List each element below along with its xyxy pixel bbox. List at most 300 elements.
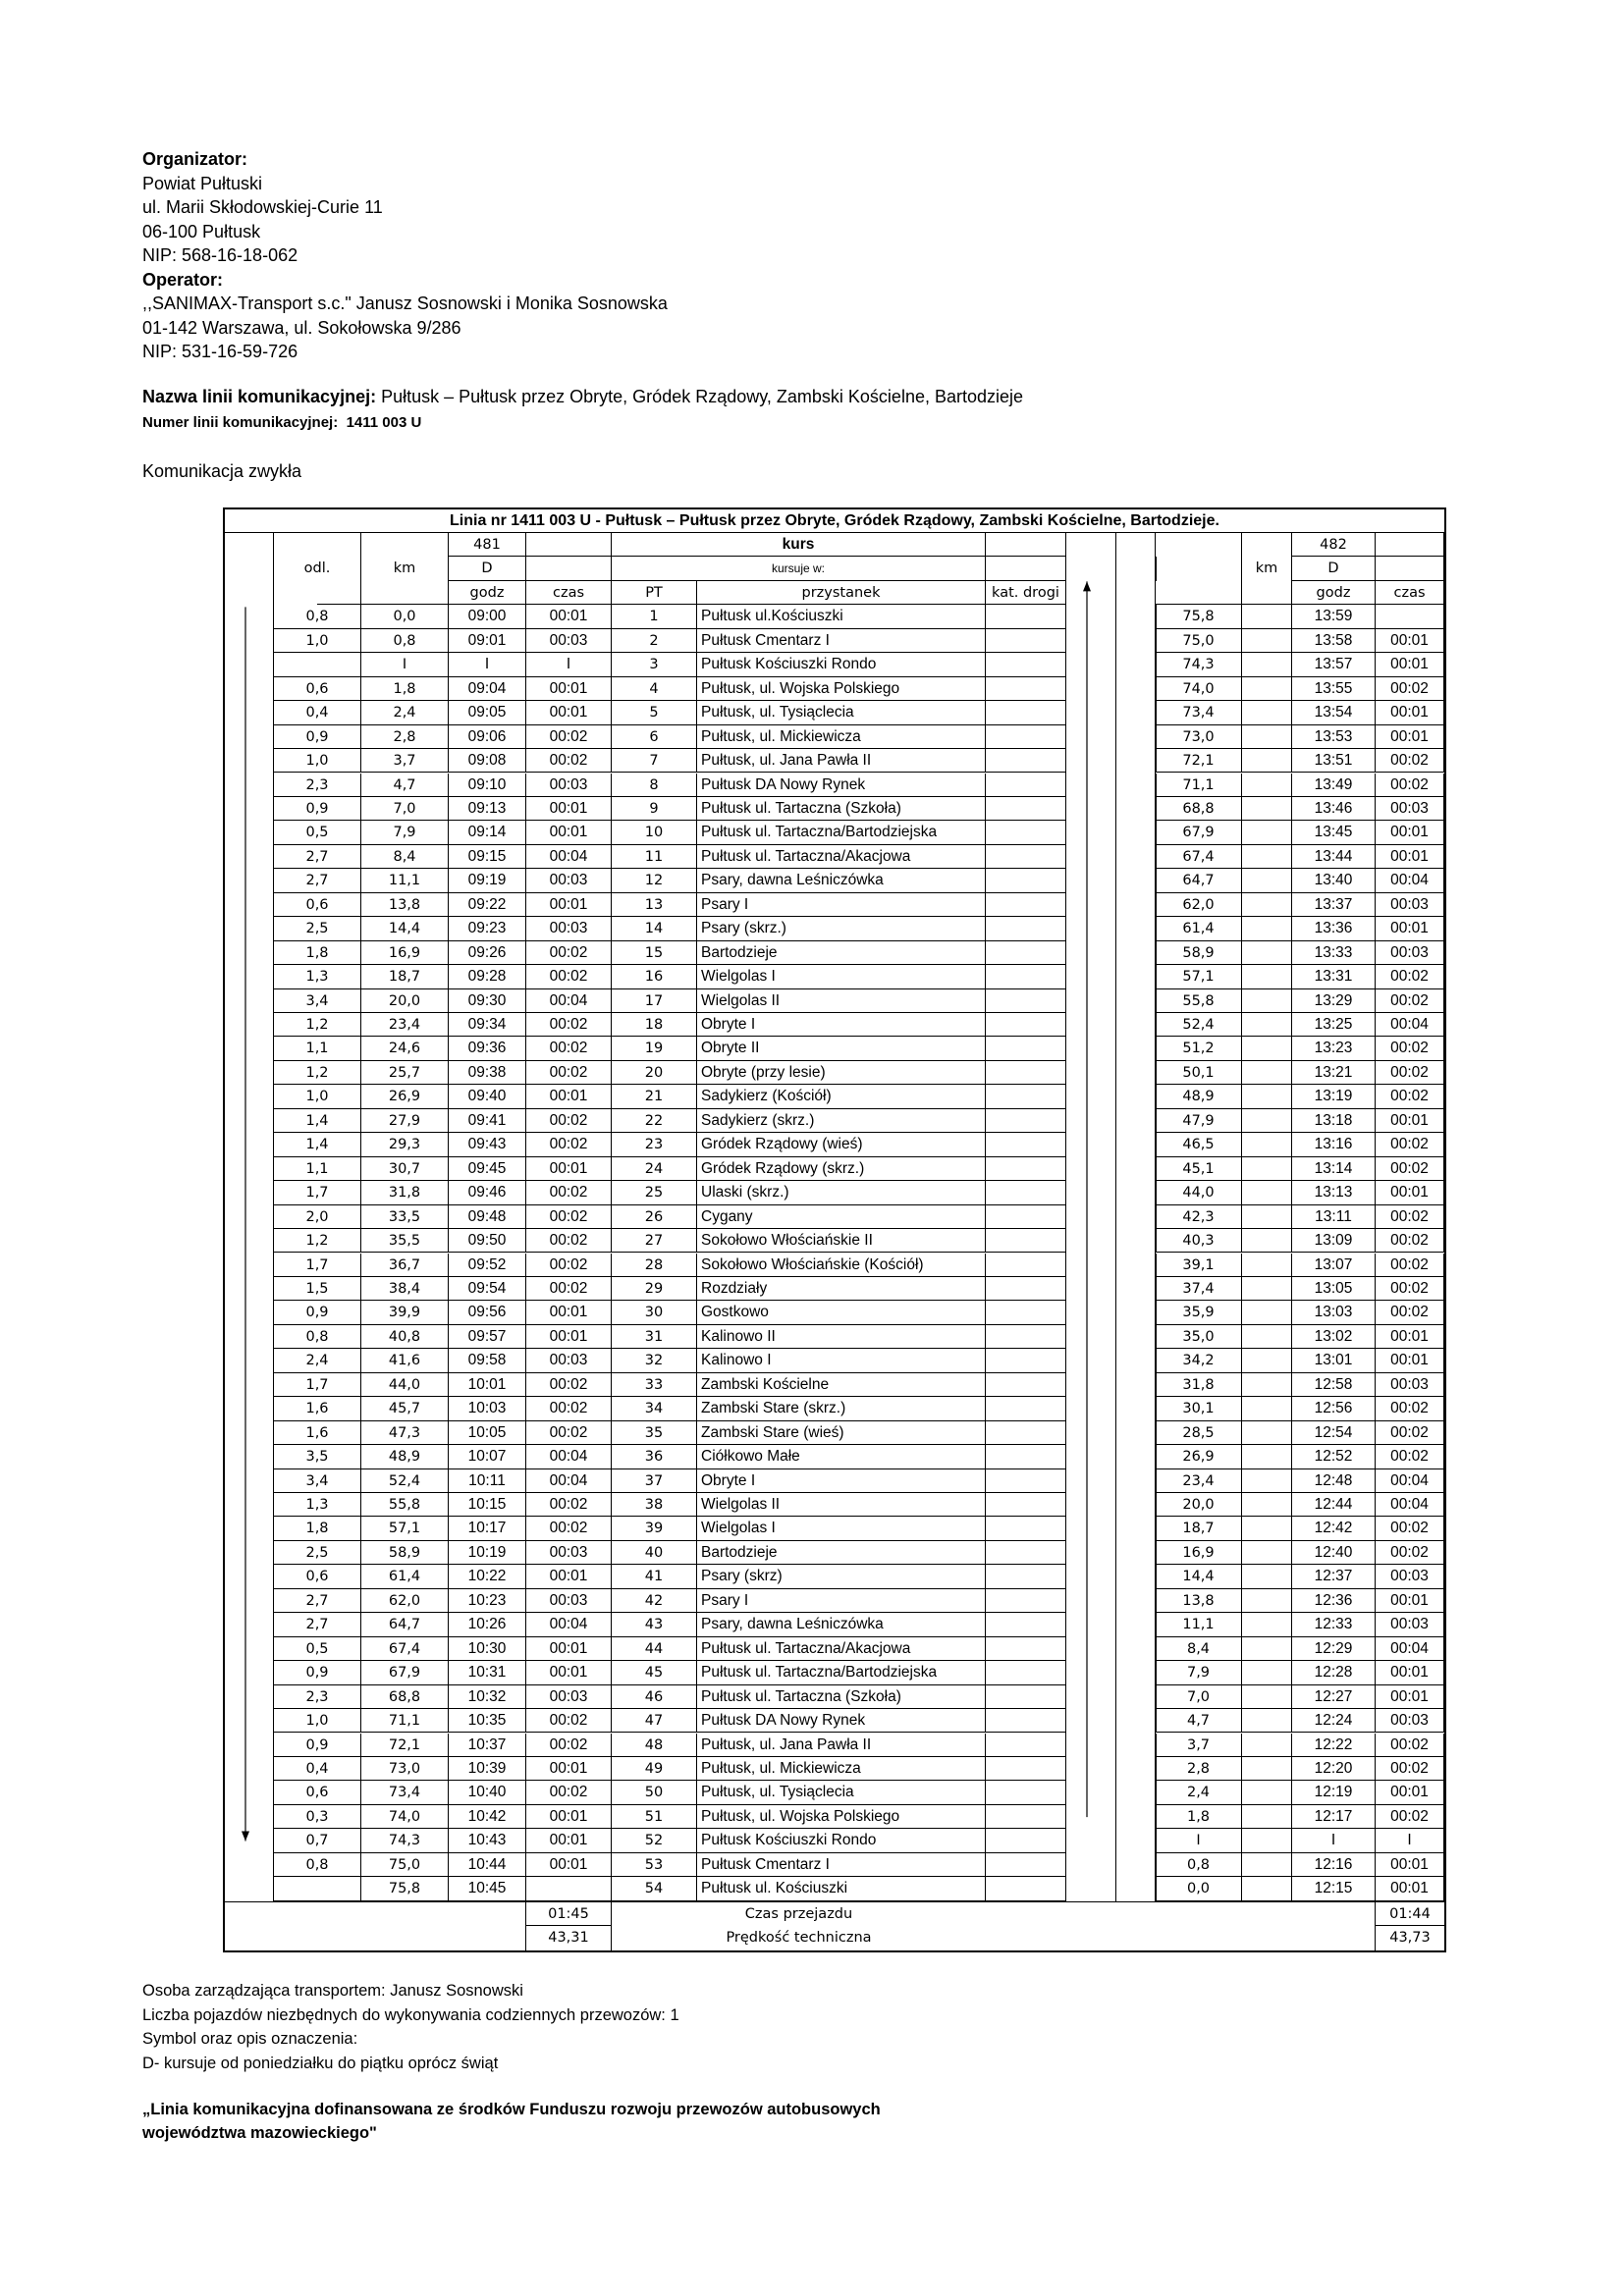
km-left: 38,4 [361,1277,449,1301]
godz-right: 13:14 [1292,1157,1376,1181]
footer-line: Liczba pojazdów niezbędnych do wykonywania codziennych przewozów: 1 [142,2005,679,2024]
km-right: 57,1 [1156,965,1242,988]
godz-right: 12:27 [1292,1685,1376,1709]
col-czas-right: czas [1376,581,1444,605]
km-right: 64,7 [1156,869,1242,892]
godz-right: 13:49 [1292,774,1376,797]
odl-left: 2,5 [274,917,361,940]
godz-left: 10:05 [449,1421,526,1445]
stop-name: Pułtusk ul. Tartaczna (Szkoła) [697,1685,986,1709]
odl-left: 0,5 [274,821,361,844]
godz-right: 12:36 [1292,1589,1376,1613]
czas-right: 00:03 [1376,941,1444,965]
godz-left: 10:31 [449,1661,526,1684]
km-right: 45,1 [1156,1157,1242,1181]
godz-right: 13:33 [1292,941,1376,965]
godz-left: 09:45 [449,1157,526,1181]
kat-drogi-cell [986,725,1066,749]
czas-right: 00:01 [1376,917,1444,940]
godz-left: 09:56 [449,1301,526,1324]
km-left: 36,7 [361,1254,449,1277]
czas-left: 00:01 [526,1829,612,1852]
stop-name: Kalinowo II [697,1325,986,1349]
km-right: 71,1 [1156,774,1242,797]
left-arrow-column-line [273,533,274,1901]
km-right-spacer [1242,1445,1292,1468]
km-right-spacer [1242,1397,1292,1420]
odl-left [274,1877,361,1900]
km-left: 29,3 [361,1133,449,1156]
km-left: 71,1 [361,1709,449,1733]
czas-right: 00:02 [1376,774,1444,797]
czas-left: 00:01 [526,797,612,821]
stop-name: Sokołowo Włościańskie (Kościół) [697,1254,986,1277]
czas-right: 00:01 [1376,845,1444,869]
km-left: 0,8 [361,629,449,653]
godz-left: 10:17 [449,1517,526,1540]
stop-name: Pułtusk ul.Kościuszki [697,605,986,628]
stop-name: Psary (skrz.) [697,917,986,940]
summary-row-divider [526,1925,612,1926]
km-left: 35,5 [361,1229,449,1253]
kat-drogi-cell [986,653,1066,676]
stop-number: 17 [612,989,697,1013]
km-right-spacer [1242,893,1292,917]
kat-drogi-cell [986,774,1066,797]
czas-right: 00:02 [1376,1157,1444,1181]
speed-label: Prędkość techniczna [726,1930,872,1947]
kat-column-line [1065,533,1066,1901]
header-blank-cell [526,557,612,580]
km-right-spacer [1242,1757,1292,1781]
godz-right: 13:25 [1292,1013,1376,1037]
km-right: 55,8 [1156,989,1242,1013]
czas-left: 00:03 [526,1589,612,1613]
km-right-spacer [1242,917,1292,940]
godz-right: 13:58 [1292,629,1376,653]
czas-left: 00:02 [526,1421,612,1445]
stop-name: Pułtusk DA Nowy Rynek [697,774,986,797]
czas-left: 00:03 [526,1349,612,1372]
godz-right: 13:09 [1292,1229,1376,1253]
km-right-spacer [1242,1469,1292,1493]
kat-drogi-cell [986,1757,1066,1781]
km-left: 67,4 [361,1637,449,1661]
czas-left: 00:03 [526,917,612,940]
kat-drogi-cell [986,605,1066,628]
km-right-spacer [1242,1493,1292,1517]
km-right: 28,5 [1156,1421,1242,1445]
kat-drogi-cell [986,1709,1066,1733]
stop-number: 38 [612,1493,697,1517]
godz-left: 10:32 [449,1685,526,1709]
czas-right: 00:01 [1376,1325,1444,1349]
footer-block [142,1979,679,2075]
km-left: 33,5 [361,1205,449,1229]
kat-drogi-cell [986,749,1066,773]
stop-number: 19 [612,1037,697,1060]
stop-number: 21 [612,1085,697,1108]
km-left: 68,8 [361,1685,449,1709]
km-left: 27,9 [361,1109,449,1133]
km-right: 48,9 [1156,1085,1242,1108]
odl-left: 0,4 [274,701,361,724]
km-right-spacer [1242,1589,1292,1613]
odl-left: 2,3 [274,1685,361,1709]
kat-drogi-cell [986,1565,1066,1588]
godz-left: 09:40 [449,1085,526,1108]
stop-number: 54 [612,1877,697,1900]
odl-left: 0,8 [274,605,361,628]
czas-left: 00:02 [526,725,612,749]
stop-number: 7 [612,749,697,773]
odl-left: 1,3 [274,965,361,988]
czas-right: 00:01 [1376,821,1444,844]
kat-drogi-cell [986,701,1066,724]
stop-name: Psary (skrz) [697,1565,986,1588]
godz-right: 13:21 [1292,1061,1376,1085]
stop-name: Wielgolas I [697,1517,986,1540]
godz-right: 13:03 [1292,1301,1376,1324]
czas-right: 00:01 [1376,1589,1444,1613]
czas-left: 00:02 [526,1013,612,1037]
odl-left: 3,5 [274,1445,361,1468]
summary-row-divider [1376,1925,1444,1926]
stop-number: 5 [612,701,697,724]
km-right: 73,4 [1156,701,1242,724]
czas-left: 00:04 [526,1613,612,1636]
kat-drogi-cell [986,1085,1066,1108]
km-right-spacer [1242,629,1292,653]
odl-left: 0,9 [274,1301,361,1324]
stop-name: Zambski Kościelne [697,1373,986,1397]
km-right-spacer [1242,1061,1292,1085]
km-left: 25,7 [361,1061,449,1085]
odl-left: 0,6 [274,1781,361,1804]
stop-number: 40 [612,1541,697,1565]
stop-name: Wielgolas II [697,989,986,1013]
czas-right: 00:02 [1376,1734,1444,1757]
stop-number: 47 [612,1709,697,1733]
kat-drogi-cell [986,1613,1066,1636]
godz-right: 13:54 [1292,701,1376,724]
odl-left: 1,2 [274,1061,361,1085]
line-name-label: Nazwa linii komunikacyjnej: [142,387,377,406]
km-right-spacer [1242,1325,1292,1349]
czas-left [526,1877,612,1900]
km-right: 2,8 [1156,1757,1242,1781]
godz-left: 09:19 [449,869,526,892]
km-right: 2,4 [1156,1781,1242,1804]
kat-drogi-cell [986,941,1066,965]
czas-left: 00:02 [526,941,612,965]
line-name-value: Pułtusk – Pułtusk przez Obryte, Gródek Rządowy, Zambski Kościelne, Bartodzieje [376,387,1024,406]
stop-number: 25 [612,1181,697,1204]
godz-left: 09:13 [449,797,526,821]
stop-number: 53 [612,1853,697,1877]
stop-number: 6 [612,725,697,749]
odl-left: 0,6 [274,1565,361,1588]
course-number-right: 482 [1292,533,1376,557]
godz-right: 12:54 [1292,1421,1376,1445]
stop-number: 12 [612,869,697,892]
godz-right: 13:13 [1292,1181,1376,1204]
km-left: 67,9 [361,1661,449,1684]
kat-drogi-cell [986,1301,1066,1324]
godz-right: 13:19 [1292,1085,1376,1108]
czas-right: 00:02 [1376,1301,1444,1324]
czas-right: 00:01 [1376,1853,1444,1877]
line-number-label: Numer linii komunikacyjnej: [142,414,339,431]
godz-left: 09:58 [449,1349,526,1372]
col-pt: PT [612,581,697,605]
km-right: I [1156,1829,1242,1852]
stop-number: 49 [612,1757,697,1781]
km-right-spacer [1242,1349,1292,1372]
stop-name: Pułtusk ul. Tartaczna (Szkoła) [697,797,986,821]
czas-right: 00:01 [1376,701,1444,724]
kat-drogi-cell [986,1517,1066,1540]
days-symbol-left: D [449,557,526,580]
godz-left: 09:52 [449,1254,526,1277]
stop-name: Pułtusk, ul. Wojska Polskiego [697,1805,986,1829]
stop-name: Pułtusk, ul. Jana Pawła II [697,1734,986,1757]
odl-left: 1,5 [274,1277,361,1301]
km-left: 73,0 [361,1757,449,1781]
czas-right: 00:02 [1376,1277,1444,1301]
km-right-spacer [1242,1109,1292,1133]
czas-right: 00:02 [1376,749,1444,773]
km-right-spacer [1242,1277,1292,1301]
godz-right: 12:44 [1292,1493,1376,1517]
km-right: 75,8 [1156,605,1242,628]
km-left: 45,7 [361,1397,449,1420]
czas-left: 00:01 [526,893,612,917]
km-right: 52,4 [1156,1013,1242,1037]
km-left: 73,4 [361,1781,449,1804]
czas-left: 00:02 [526,1493,612,1517]
stop-name: Gródek Rządowy (skrz.) [697,1157,986,1181]
czas-right: 00:02 [1376,1037,1444,1060]
czas-left: 00:02 [526,1781,612,1804]
odl-left: 2,7 [274,845,361,869]
footer-line: Osoba zarządzająca transportem: Janusz Sosnowski [142,1982,523,2000]
km-left: 18,7 [361,965,449,988]
km-left: 20,0 [361,989,449,1013]
stop-number: 13 [612,893,697,917]
stop-number: 1 [612,605,697,628]
stop-number: 42 [612,1589,697,1613]
odl-left: 0,3 [274,1805,361,1829]
czas-right: 00:03 [1376,893,1444,917]
czas-right: 00:03 [1376,1709,1444,1733]
stop-number: 36 [612,1445,697,1468]
kat-drogi-cell [986,1277,1066,1301]
km-right: 0,8 [1156,1853,1242,1877]
km-right: 13,8 [1156,1589,1242,1613]
czas-right: 00:02 [1376,677,1444,701]
godz-right: 13:40 [1292,869,1376,892]
kat-drogi-cell [986,1469,1066,1493]
czas-left: 00:02 [526,1709,612,1733]
kat-drogi-cell [986,1373,1066,1397]
czas-right: 00:04 [1376,1637,1444,1661]
km-right-spacer [1242,677,1292,701]
stop-name: Rozdziały [697,1277,986,1301]
odl-left: 2,7 [274,1613,361,1636]
km-right: 35,0 [1156,1325,1242,1349]
km-left: 26,9 [361,1085,449,1108]
godz-left: 10:26 [449,1613,526,1636]
km-left: 61,4 [361,1565,449,1588]
km-left: 74,0 [361,1805,449,1829]
godz-left: I [449,653,526,676]
km-right: 26,9 [1156,1445,1242,1468]
czas-left: 00:01 [526,1661,612,1684]
kat-drogi-cell [986,1493,1066,1517]
odl-left: 2,5 [274,1541,361,1565]
czas-right: 00:02 [1376,1517,1444,1540]
godz-left: 10:03 [449,1397,526,1420]
godz-left: 09:04 [449,677,526,701]
stop-name: Pułtusk Kościuszki Rondo [697,1829,986,1852]
godz-left: 09:36 [449,1037,526,1060]
stop-name: Psary I [697,893,986,917]
stop-number: 43 [612,1613,697,1636]
kat-drogi-cell [986,917,1066,940]
stop-number: 45 [612,1661,697,1684]
km-right-spacer [1242,1254,1292,1277]
stop-number: 28 [612,1254,697,1277]
czas-right: 00:02 [1376,1085,1444,1108]
odl-left: 1,8 [274,1517,361,1540]
km-left: 75,8 [361,1877,449,1900]
odl-left: 1,0 [274,629,361,653]
stop-number: 8 [612,774,697,797]
operator-line: ,,SANIMAX-Transport s.c." Janusz Sosnowski i Monika Sosnowska [142,294,668,313]
stop-name: Bartodzieje [697,941,986,965]
funding-note [142,2098,881,2145]
stop-name: Pułtusk Kościuszki Rondo [697,653,986,676]
return-arrow-column-line-left [1115,533,1116,1901]
km-right-spacer [1242,1541,1292,1565]
stop-name: Ciółkowo Małe [697,1445,986,1468]
godz-right: 13:59 [1292,605,1376,628]
godz-left: 10:42 [449,1805,526,1829]
km-right: 61,4 [1156,917,1242,940]
stop-number: 4 [612,677,697,701]
odl-left: 2,3 [274,774,361,797]
godz-right: 13:55 [1292,677,1376,701]
czas-right: 00:01 [1376,1781,1444,1804]
km-right-spacer [1242,1781,1292,1804]
km-right: 58,9 [1156,941,1242,965]
km-right: 7,9 [1156,1661,1242,1684]
godz-left: 10:30 [449,1637,526,1661]
godz-right: 13:05 [1292,1277,1376,1301]
km-left: 30,7 [361,1157,449,1181]
czas-right: 00:04 [1376,869,1444,892]
stop-name: Kalinowo I [697,1349,986,1372]
czas-left: 00:01 [526,1853,612,1877]
timetable [223,507,1446,1952]
godz-right: 13:18 [1292,1109,1376,1133]
godz-right: 12:29 [1292,1637,1376,1661]
km-left: 39,9 [361,1301,449,1324]
km-left: 2,4 [361,701,449,724]
kat-drogi-cell [986,1637,1066,1661]
kat-drogi-cell [986,1421,1066,1445]
footer-line: Symbol oraz opis oznaczenia: [142,2030,358,2048]
km-right: 74,0 [1156,677,1242,701]
header-blank-cell [986,533,1066,557]
km-right-spacer [1242,845,1292,869]
godz-left: 10:01 [449,1373,526,1397]
kat-drogi-cell [986,1205,1066,1229]
km-right: 11,1 [1156,1613,1242,1636]
kat-drogi-cell [986,1181,1066,1204]
km-right: 23,4 [1156,1469,1242,1493]
km-right-spacer [1242,1829,1292,1852]
km-left: 0,0 [361,605,449,628]
km-left: 52,4 [361,1469,449,1493]
col-odl-right [1156,557,1157,580]
stop-name: Psary, dawna Leśniczówka [697,869,986,892]
czas-right: 00:01 [1376,629,1444,653]
km-right: 68,8 [1156,797,1242,821]
stop-number: 50 [612,1781,697,1804]
col-odl-left: odl. [274,557,361,580]
czas-left: 00:02 [526,1229,612,1253]
godz-right: 13:57 [1292,653,1376,676]
godz-right: 13:23 [1292,1037,1376,1060]
kat-drogi-cell [986,1229,1066,1253]
czas-left: 00:02 [526,1373,612,1397]
czas-right: 00:01 [1376,653,1444,676]
czas-right: 00:02 [1376,1397,1444,1420]
stop-number: 14 [612,917,697,940]
godz-right: 13:01 [1292,1349,1376,1372]
km-right: 62,0 [1156,893,1242,917]
kat-drogi-cell [986,845,1066,869]
course-number-left: 481 [449,533,526,557]
czas-left: I [526,653,612,676]
km-right-spacer [1242,1037,1292,1060]
odl-left: 1,8 [274,941,361,965]
stop-number: 35 [612,1421,697,1445]
kat-drogi-cell [986,1133,1066,1156]
stop-number: 34 [612,1397,697,1420]
km-right: 20,0 [1156,1493,1242,1517]
godz-right: 12:33 [1292,1613,1376,1636]
kat-drogi-cell [986,797,1066,821]
odl-left: 2,4 [274,1349,361,1372]
stop-name: Psary, dawna Leśniczówka [697,1613,986,1636]
godz-right: 13:07 [1292,1254,1376,1277]
godz-right: 12:20 [1292,1757,1376,1781]
stop-name: Sokołowo Włościańskie II [697,1229,986,1253]
kat-drogi-cell [986,869,1066,892]
godz-right: 13:45 [1292,821,1376,844]
km-left: 2,8 [361,725,449,749]
odl-left: 1,1 [274,1157,361,1181]
czas-right: 00:02 [1376,1205,1444,1229]
summary-column-line [525,1901,526,1951]
czas-right: 00:01 [1376,1685,1444,1709]
godz-left: 09:14 [449,821,526,844]
odl-left: 1,6 [274,1421,361,1445]
odl-left: 1,7 [274,1373,361,1397]
